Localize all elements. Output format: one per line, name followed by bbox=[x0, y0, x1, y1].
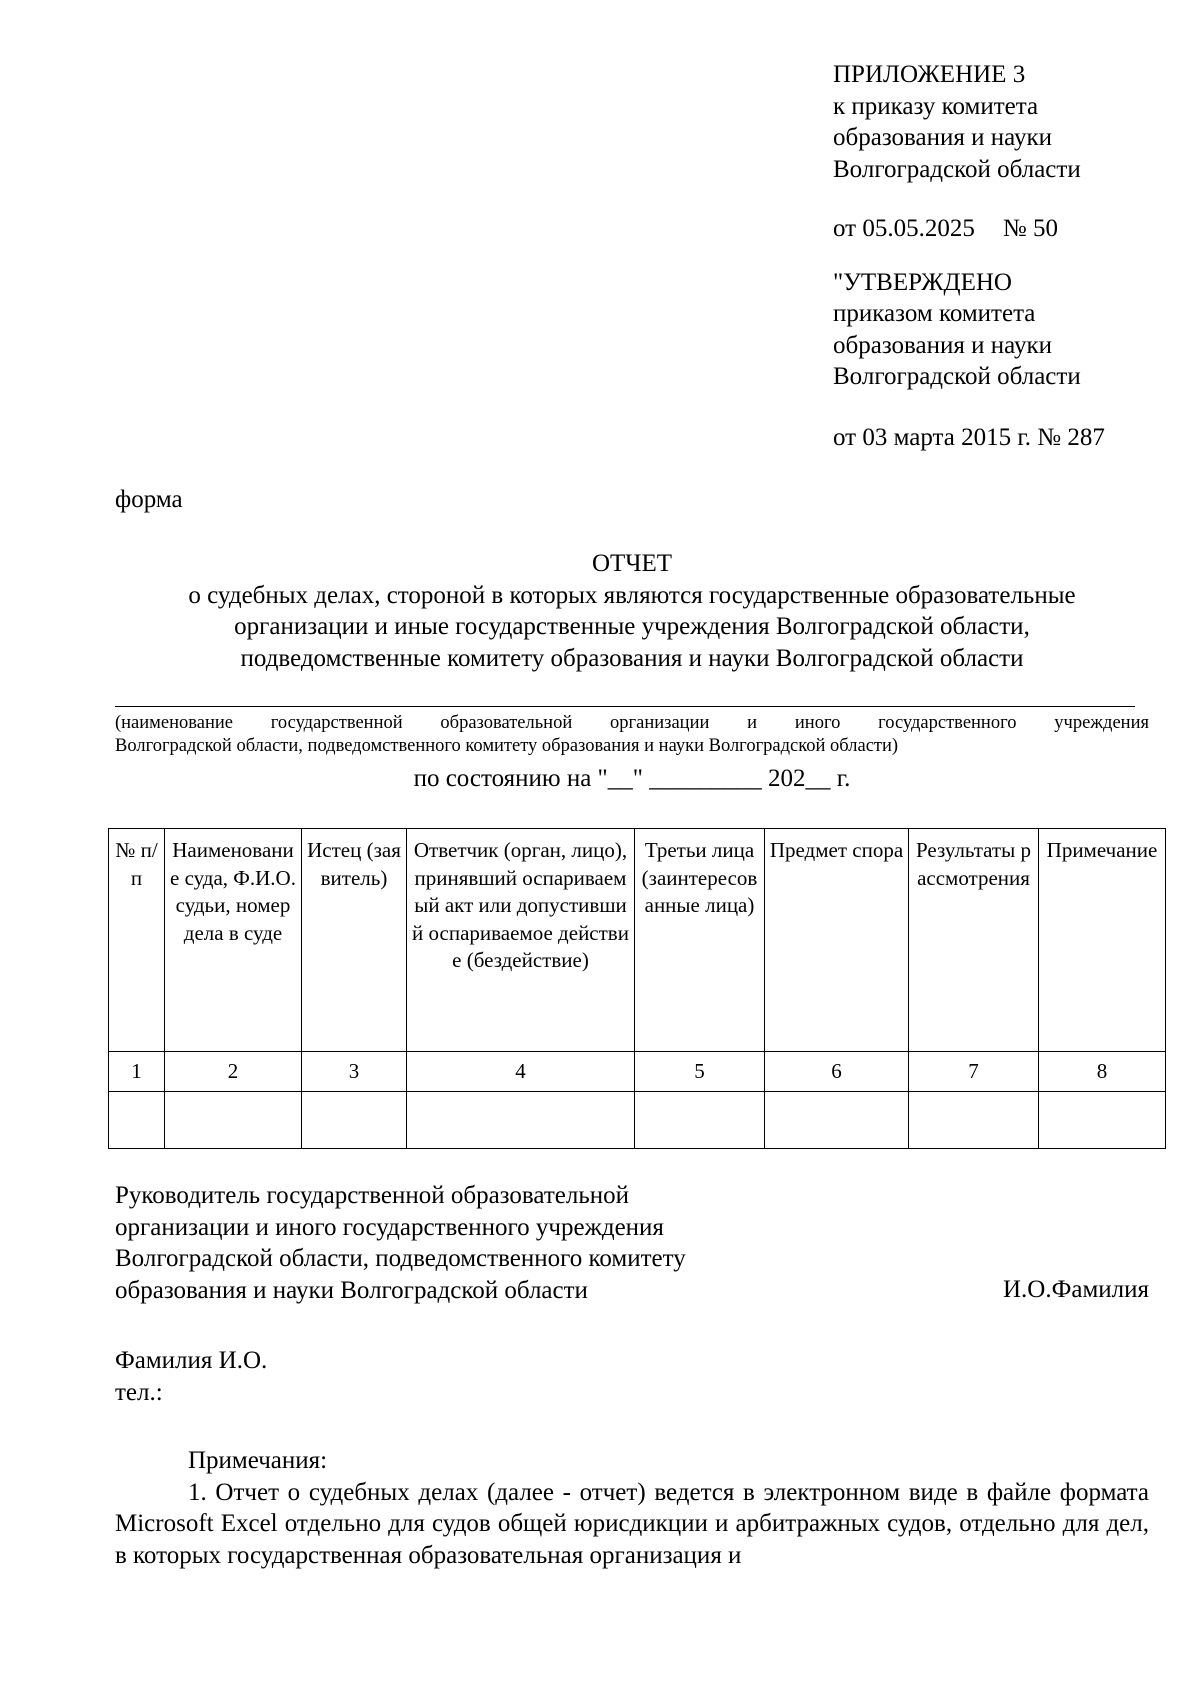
approved-heading: "УТВЕРЖДЕНО bbox=[833, 268, 1012, 296]
table-cell: 4 bbox=[407, 1052, 635, 1092]
table-header: Истец (заявитель) bbox=[302, 829, 407, 1052]
table-header: Предмет спора bbox=[765, 829, 909, 1052]
table-cell: 7 bbox=[909, 1052, 1039, 1092]
title-line: подведомственные комитету образования и науки Волгоградской области bbox=[240, 644, 1024, 672]
organization-name-hint: (наименование государственной образовательной организации и иного государственного учреждения bbox=[115, 713, 1149, 733]
table-cell: 8 bbox=[1039, 1052, 1166, 1092]
form-label: форма bbox=[115, 486, 183, 513]
signature-line: Руководитель государственной образовательной bbox=[115, 1182, 629, 1209]
report-table bbox=[108, 828, 1166, 1149]
notes-item: 1. Отчет о судебных делах (далее - отчет) ведется в электронном виде в файле формата Microsoft Excel отдельно для судов общей юрисдикции и арбитражных судов, отдельно для дел, в которых государственная образовательная организация и bbox=[115, 1478, 1149, 1569]
table-header-row bbox=[109, 829, 1166, 1052]
notes-heading: Примечания: bbox=[188, 1447, 328, 1474]
table-cell: 6 bbox=[765, 1052, 909, 1092]
approved-line: приказом комитета bbox=[833, 300, 1036, 327]
table-row bbox=[109, 1052, 1166, 1092]
signature-block bbox=[115, 1180, 1149, 1306]
title-line: о судебных делах, стороной в которых являются государственные образовательные bbox=[188, 581, 1076, 609]
table-header: Третьи лица (заинтересованные лица) bbox=[635, 829, 765, 1052]
table-cell: 1 bbox=[109, 1052, 165, 1092]
report-title bbox=[115, 548, 1149, 674]
appendix-date: от 05.05.2025 bbox=[833, 215, 975, 242]
table-cell bbox=[1039, 1092, 1166, 1149]
notes-block bbox=[115, 1445, 1149, 1571]
appendix-block bbox=[833, 59, 1173, 453]
approved-line: Волгоградской области bbox=[833, 363, 1081, 390]
title-main: ОТЧЕТ bbox=[591, 550, 673, 577]
appendix-number: № 50 bbox=[1002, 215, 1058, 242]
signature-line: Волгоградской области, подведомственного комитету bbox=[115, 1245, 686, 1272]
appendix-line: образования и науки bbox=[833, 124, 1052, 151]
table-cell bbox=[302, 1092, 407, 1149]
contact-phone-label: тел.: bbox=[115, 1378, 163, 1406]
organization-name-hint-cont: Волгоградской области, подведомственного комитету образования и науки Волгоградской области) bbox=[115, 736, 899, 756]
appendix-line: к приказу комитета bbox=[833, 92, 1039, 120]
table-header: Результаты рассмотрения bbox=[909, 829, 1039, 1052]
contact-name: Фамилия И.О. bbox=[115, 1347, 268, 1374]
contact-block bbox=[115, 1345, 267, 1408]
table-cell: 5 bbox=[635, 1052, 765, 1092]
as-of-date: по состоянию на "__" _________ 202__ г. bbox=[413, 765, 851, 792]
table-cell bbox=[909, 1092, 1039, 1149]
table-cell bbox=[165, 1092, 302, 1149]
approved-line: образования и науки bbox=[833, 331, 1052, 359]
appendix-line: Волгоградской области bbox=[833, 155, 1081, 183]
table-cell bbox=[635, 1092, 765, 1149]
table-header: Наименование суда, Ф.И.О. судьи, номер дела в суде bbox=[165, 829, 302, 1052]
table-cell bbox=[407, 1092, 635, 1149]
table-header: Примечание bbox=[1039, 829, 1166, 1052]
table-row bbox=[109, 1092, 1166, 1149]
table-header: Ответчик (орган, лицо), принявший оспариваемый акт или допустивший оспариваемое действие (бездействие) bbox=[407, 829, 635, 1052]
table-cell bbox=[109, 1092, 165, 1149]
organization-name-field bbox=[115, 706, 1135, 707]
approved-date: от 03 марта 2015 г. № 287 bbox=[833, 423, 1105, 451]
appendix-title: ПРИЛОЖЕНИЕ 3 bbox=[833, 61, 1026, 88]
table-cell: 3 bbox=[302, 1052, 407, 1092]
appendix-date-line bbox=[833, 213, 1173, 245]
signature-line: образования и науки Волгоградской области bbox=[115, 1276, 588, 1304]
table-cell: 2 bbox=[165, 1052, 302, 1092]
table-cell bbox=[765, 1092, 909, 1149]
table-header: № п/п bbox=[109, 829, 165, 1052]
signature-line: организации и иного государственного учреждения bbox=[115, 1213, 664, 1241]
signatory-name: И.О.Фамилия bbox=[1002, 1276, 1149, 1303]
title-line: организации и иные государственные учреждения Волгоградской области, bbox=[234, 613, 1030, 640]
